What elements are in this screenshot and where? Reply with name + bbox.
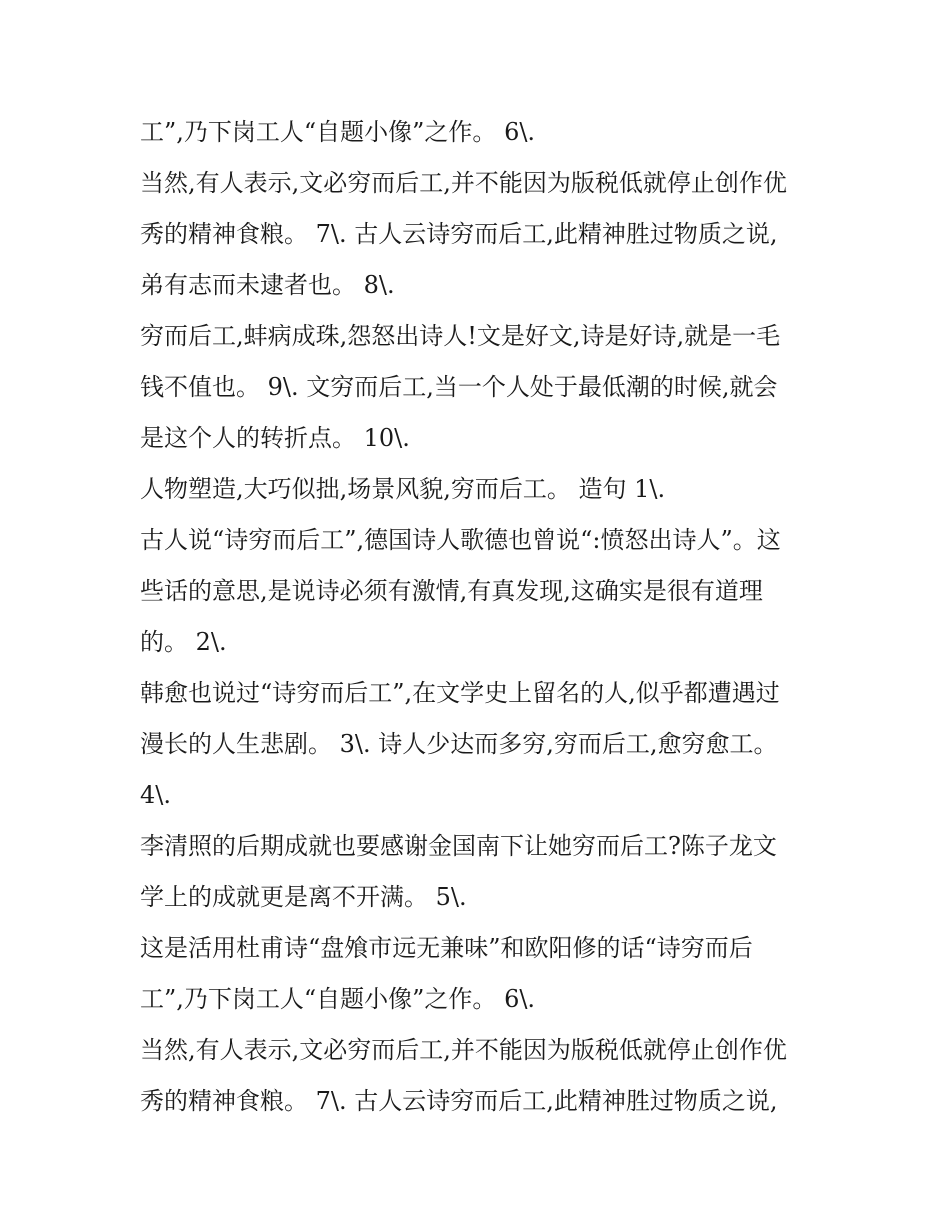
text-line: 钱不值也。 9\. 文穷而后工,当一个人处于最低潮的时候,就会 — [140, 373, 778, 401]
text-line: 的。 2\. — [140, 628, 227, 656]
text-line: 韩愈也说过“诗穷而后工”,在文学史上留名的人,似乎都遭遇过 — [140, 679, 780, 707]
text-line: 这是活用杜甫诗“盘飧市远无兼味”和欧阳修的话“诗穷而后 — [140, 934, 753, 962]
text-line: 当然,有人表示,文必穷而后工,并不能因为版税低就停止创作优 — [140, 1036, 787, 1064]
text-line: 当然,有人表示,文必穷而后工,并不能因为版税低就停止创作优 — [140, 169, 787, 197]
text-line: 秀的精神食粮。 7\. 古人云诗穷而后工,此精神胜过物质之说, — [140, 220, 778, 248]
text-line: 秀的精神食粮。 7\. 古人云诗穷而后工,此精神胜过物质之说, — [140, 1087, 778, 1115]
text-line: 弟有志而未逮者也。 8\. — [140, 271, 395, 299]
text-line: 漫长的人生悲剧。 3\. 诗人少达而多穷,穷而后工,愈穷愈工。 — [140, 730, 778, 758]
text-line: 4\. — [140, 781, 171, 809]
text-line: 学上的成就更是离不开满。 5\. — [140, 883, 467, 911]
text-line: 是这个人的转折点。 10\. — [140, 424, 410, 452]
text-line: 人物塑造,大巧似拙,场景风貌,穷而后工。 造句 1\. — [140, 475, 666, 503]
text-line: 些话的意思,是说诗必须有激情,有真发现,这确实是很有道理 — [140, 577, 763, 605]
text-line: 李清照的后期成就也要感谢金国南下让她穷而后工?陈子龙文 — [140, 832, 777, 860]
text-line: 穷而后工,蚌病成珠,怨怒出诗人!文是好文,诗是好诗,就是一毛 — [140, 322, 781, 350]
text-line: 古人说“诗穷而后工”,德国诗人歌德也曾说“:愤怒出诗人”。这 — [140, 526, 781, 554]
text-line: 工”,乃下岗工人“自题小像”之作。 6\. — [140, 118, 536, 146]
document-body — [140, 107, 820, 1127]
text-line: 工”,乃下岗工人“自题小像”之作。 6\. — [140, 985, 536, 1013]
